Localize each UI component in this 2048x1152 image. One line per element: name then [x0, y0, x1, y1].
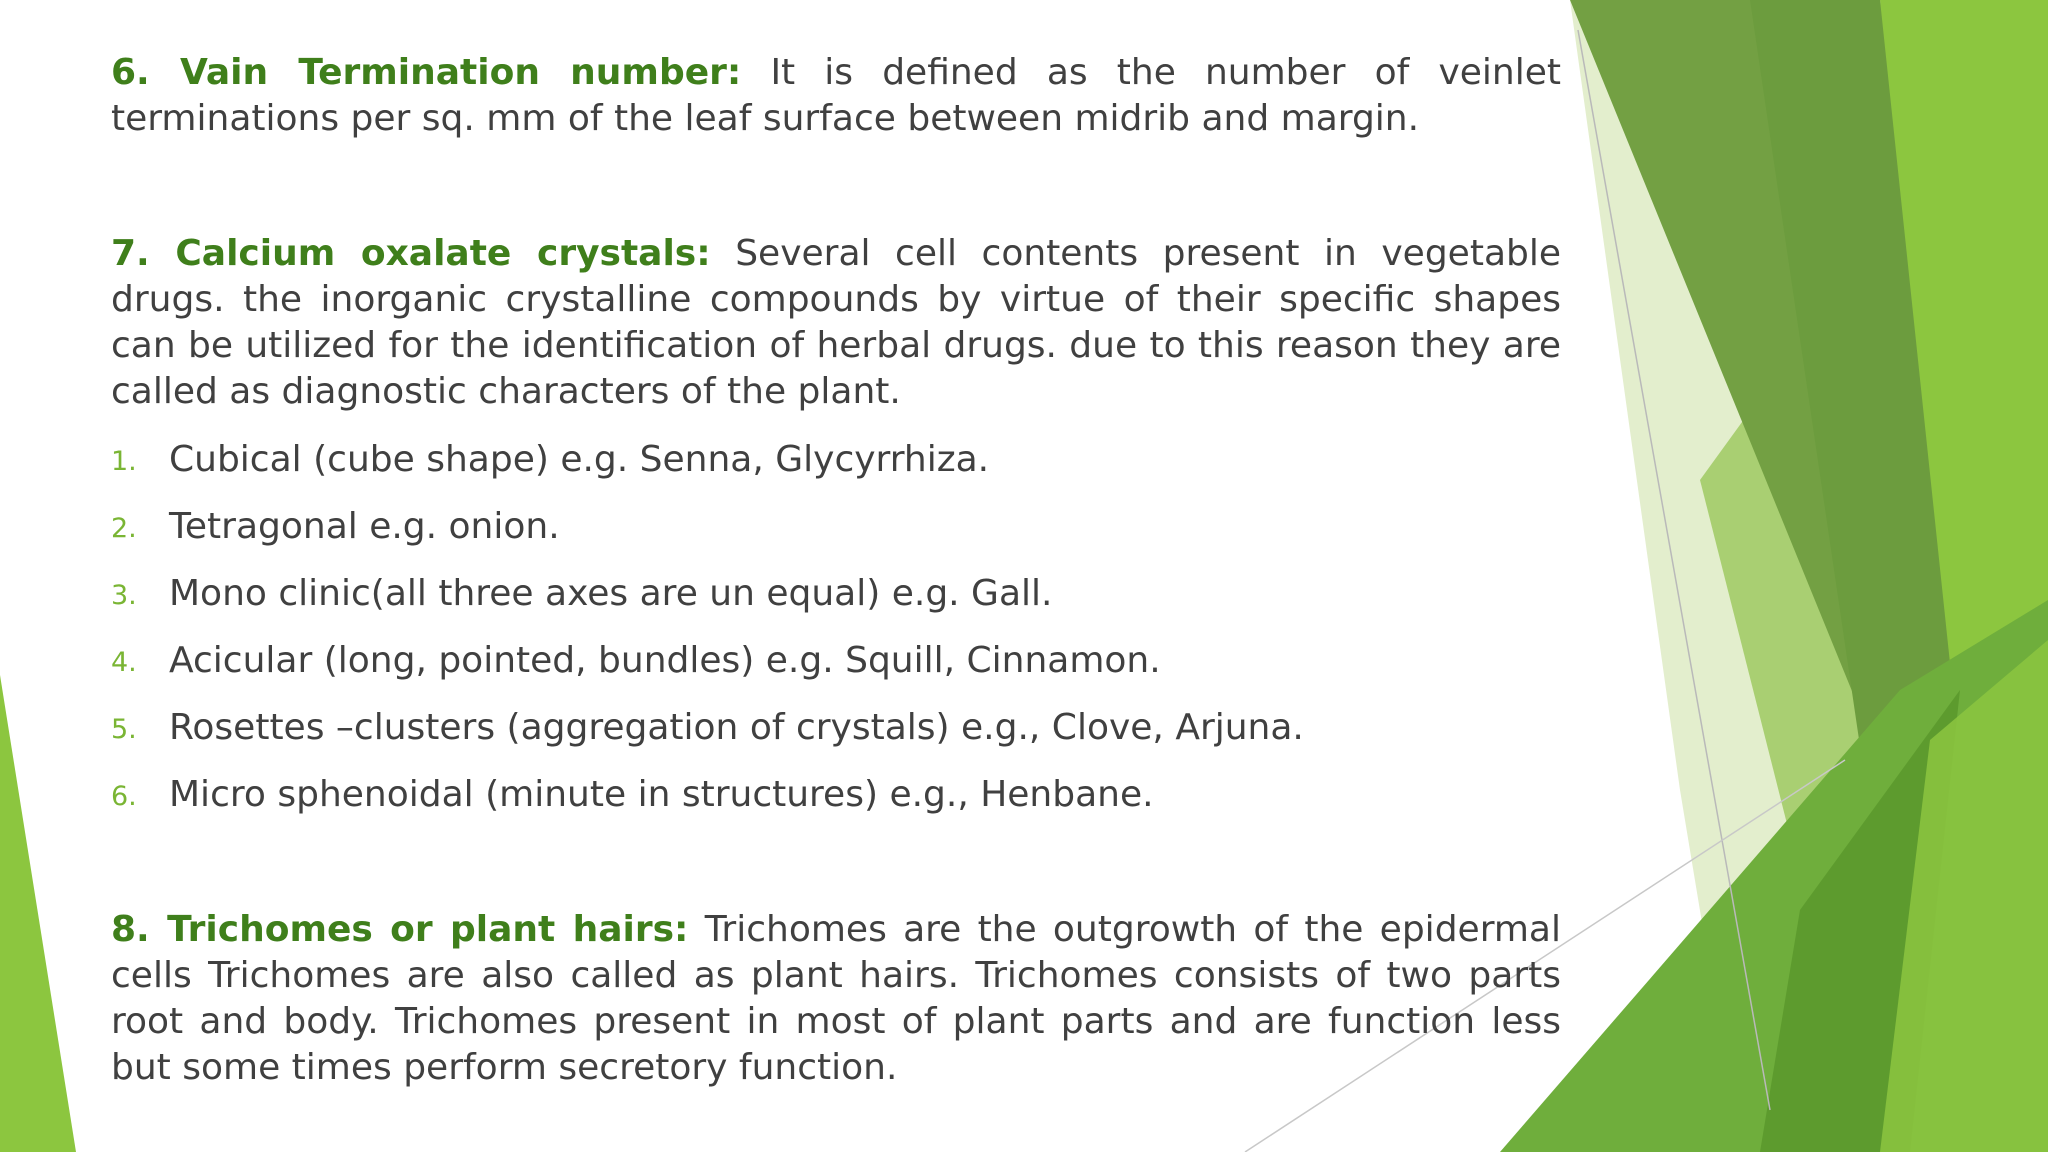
trichomes-heading: 8. Trichomes or plant hairs:: [111, 909, 689, 950]
paragraph-trichomes: [111, 907, 1561, 1091]
list-number: 1.: [111, 446, 137, 477]
calcium-oxalate-text: Several cell contents present in vegetable drugs. the inorganic crystalline compounds by virtue of their specific shapes can be utilized for the identification of herbal drugs. due to this reason they are called as diagnostic characters of the plant.: [111, 233, 1562, 412]
vein-termination-text: It is defined as the number of veinlet terminations per sq. mm of the leaf surface between midrib and margin.: [111, 52, 1561, 139]
list-number: 6.: [111, 781, 137, 812]
list-item: [111, 571, 1561, 617]
crystal-types-list: [111, 437, 1561, 818]
vein-termination-heading: 6. Vain Termination number:: [111, 52, 742, 93]
list-number: 5.: [111, 714, 137, 745]
trichomes-text: Trichomes are the outgrowth of the epidermal cells Trichomes are also called as plant hairs. Trichomes consists of two parts root and body. Trichomes present in most of plant parts and are function less but some times perform secretory function.: [111, 909, 1561, 1088]
list-item: [111, 705, 1561, 751]
list-item: [111, 504, 1561, 550]
list-item-text: Micro sphenoidal (minute in structures) e.g., Henbane.: [169, 774, 1154, 815]
slide-content: [111, 50, 1561, 1091]
list-item-text: Cubical (cube shape) e.g. Senna, Glycyrrhiza.: [169, 439, 990, 480]
list-item-text: Mono clinic(all three axes are un equal) e.g. Gall.: [169, 573, 1053, 614]
list-number: 4.: [111, 647, 137, 678]
list-number: 3.: [111, 580, 137, 611]
list-item-text: Rosettes –clusters (aggregation of crystals) e.g., Clove, Arjuna.: [169, 707, 1304, 748]
list-item-text: Tetragonal e.g. onion.: [169, 506, 560, 547]
list-item-text: Acicular (long, pointed, bundles) e.g. Squill, Cinnamon.: [169, 640, 1161, 681]
left-green-sliver: [0, 675, 76, 1152]
list-item: [111, 638, 1561, 684]
paragraph-calcium-oxalate: [111, 231, 1561, 415]
list-number: 2.: [111, 513, 137, 544]
list-item: [111, 437, 1561, 483]
list-item: [111, 772, 1561, 818]
paragraph-vein-termination: [111, 50, 1561, 142]
calcium-oxalate-heading: 7. Calcium oxalate crystals:: [111, 233, 711, 274]
